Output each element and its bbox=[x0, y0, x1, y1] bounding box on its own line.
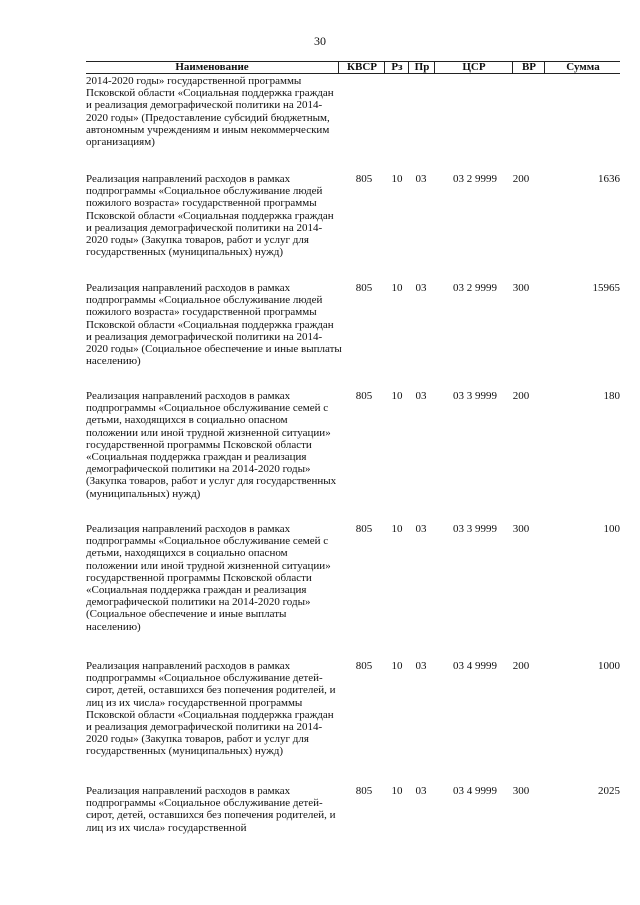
row-pr: 03 bbox=[415, 173, 427, 185]
row-kvsr: 805 bbox=[355, 660, 373, 672]
row-name: Реализация направлений расходов в рамках подпрограммы «Социальное обслуживание детей-сирот, детей, оставшихся без попечения родителей, и лиц из их числа» государственной программы Псковской области «Социальная поддержка граждан и реализация демографической политики на 2014-2020 годы» (Закупка товаров, работ и услуг для государственных (муниципальных) нужд) bbox=[86, 660, 336, 758]
row-pr: 03 bbox=[415, 523, 427, 535]
page-number: 30 bbox=[314, 34, 326, 48]
row-csr: 03 2 9999 bbox=[453, 173, 497, 185]
row-vr: 200 bbox=[512, 390, 530, 402]
row-kvsr: 805 bbox=[355, 785, 373, 797]
row-csr: 03 3 9999 bbox=[453, 390, 497, 402]
row-kvsr: 805 bbox=[355, 523, 373, 535]
column-header-rz: Рз bbox=[384, 61, 409, 73]
row-rz: 10 bbox=[391, 660, 403, 672]
row-rz: 10 bbox=[391, 173, 403, 185]
table-header bbox=[86, 61, 620, 73]
column-header-sum: Сумма bbox=[544, 61, 621, 73]
row-sum: 100 bbox=[603, 523, 620, 535]
row-rz: 10 bbox=[391, 785, 403, 797]
column-header-kvsr: КВСР bbox=[338, 61, 385, 73]
header-bottom-rule bbox=[86, 73, 620, 74]
continuation-text: 2014-2020 годы» государственной программы Псковской области «Социальная поддержка граждан и реализация демографической политики на 2014-2020 годы» (Предоставление субсидий бюджетным, автономным учреждениям и иным некоммерческим организациям) bbox=[86, 75, 334, 149]
row-kvsr: 805 bbox=[355, 173, 373, 185]
row-name: Реализация направлений расходов в рамках подпрограммы «Социальное обслуживание семей с детьми, находящихся в социально опасном положении или иной трудной жизненной ситуации» государственной программы Псковской области «Социальная поддержка граждан и реализация демографической политики на 2014-2020 годы» (Социальное обеспечение и иные выплаты населению) bbox=[86, 523, 331, 633]
row-pr: 03 bbox=[415, 282, 427, 294]
row-csr: 03 4 9999 bbox=[453, 660, 497, 672]
row-name: Реализация направлений расходов в рамках подпрограммы «Социальное обслуживание людей пожилого возраста» государственной программы Псковской области «Социальная поддержка граждан и реализация демографической политики на 2014-2020 годы» (Закупка товаров, работ и услуг для государственных (муниципальных) нужд) bbox=[86, 173, 334, 259]
column-header-vr: ВР bbox=[512, 61, 545, 73]
row-kvsr: 805 bbox=[355, 282, 373, 294]
row-csr: 03 2 9999 bbox=[453, 282, 497, 294]
row-name: Реализация направлений расходов в рамках подпрограммы «Социальное обслуживание людей пожилого возраста» государственной программы Псковской области «Социальная поддержка граждан и реализация демографической политики на 2014-2020 годы» (Социальное обеспечение и иные выплаты населению) bbox=[86, 282, 342, 368]
row-sum: 1636 bbox=[598, 173, 620, 185]
row-vr: 200 bbox=[512, 173, 530, 185]
row-pr: 03 bbox=[415, 390, 427, 402]
row-vr: 300 bbox=[512, 523, 530, 535]
row-vr: 200 bbox=[512, 660, 530, 672]
row-vr: 300 bbox=[512, 282, 530, 294]
row-name: Реализация направлений расходов в рамках подпрограммы «Социальное обслуживание семей с детьми, находящихся в социально опасном положении или иной трудной жизненной ситуации» государственной программы Псковской области «Социальная поддержка граждан и реализация демографической политики на 2014-2020 годы» (Закупка товаров, работ и услуг для государственных (муниципальных) нужд) bbox=[86, 390, 337, 500]
row-rz: 10 bbox=[391, 390, 403, 402]
row-sum: 15965 bbox=[592, 282, 620, 294]
row-rz: 10 bbox=[391, 282, 403, 294]
row-kvsr: 805 bbox=[355, 390, 373, 402]
row-vr: 300 bbox=[512, 785, 530, 797]
column-header-csr: ЦСР bbox=[434, 61, 513, 73]
row-pr: 03 bbox=[415, 660, 427, 672]
row-rz: 10 bbox=[391, 523, 403, 535]
row-sum: 1000 bbox=[598, 660, 620, 672]
row-sum: 180 bbox=[603, 390, 620, 402]
row-pr: 03 bbox=[415, 785, 427, 797]
row-csr: 03 4 9999 bbox=[453, 785, 497, 797]
row-csr: 03 3 9999 bbox=[453, 523, 497, 535]
column-header-pr: Пр bbox=[408, 61, 435, 73]
row-sum: 2025 bbox=[598, 785, 620, 797]
column-header-name: Наименование bbox=[175, 61, 249, 73]
row-name: Реализация направлений расходов в рамках подпрограммы «Социальное обслуживание детей-сирот, детей, оставшихся без попечения родителей, и лиц из их числа» государственной bbox=[86, 785, 336, 834]
